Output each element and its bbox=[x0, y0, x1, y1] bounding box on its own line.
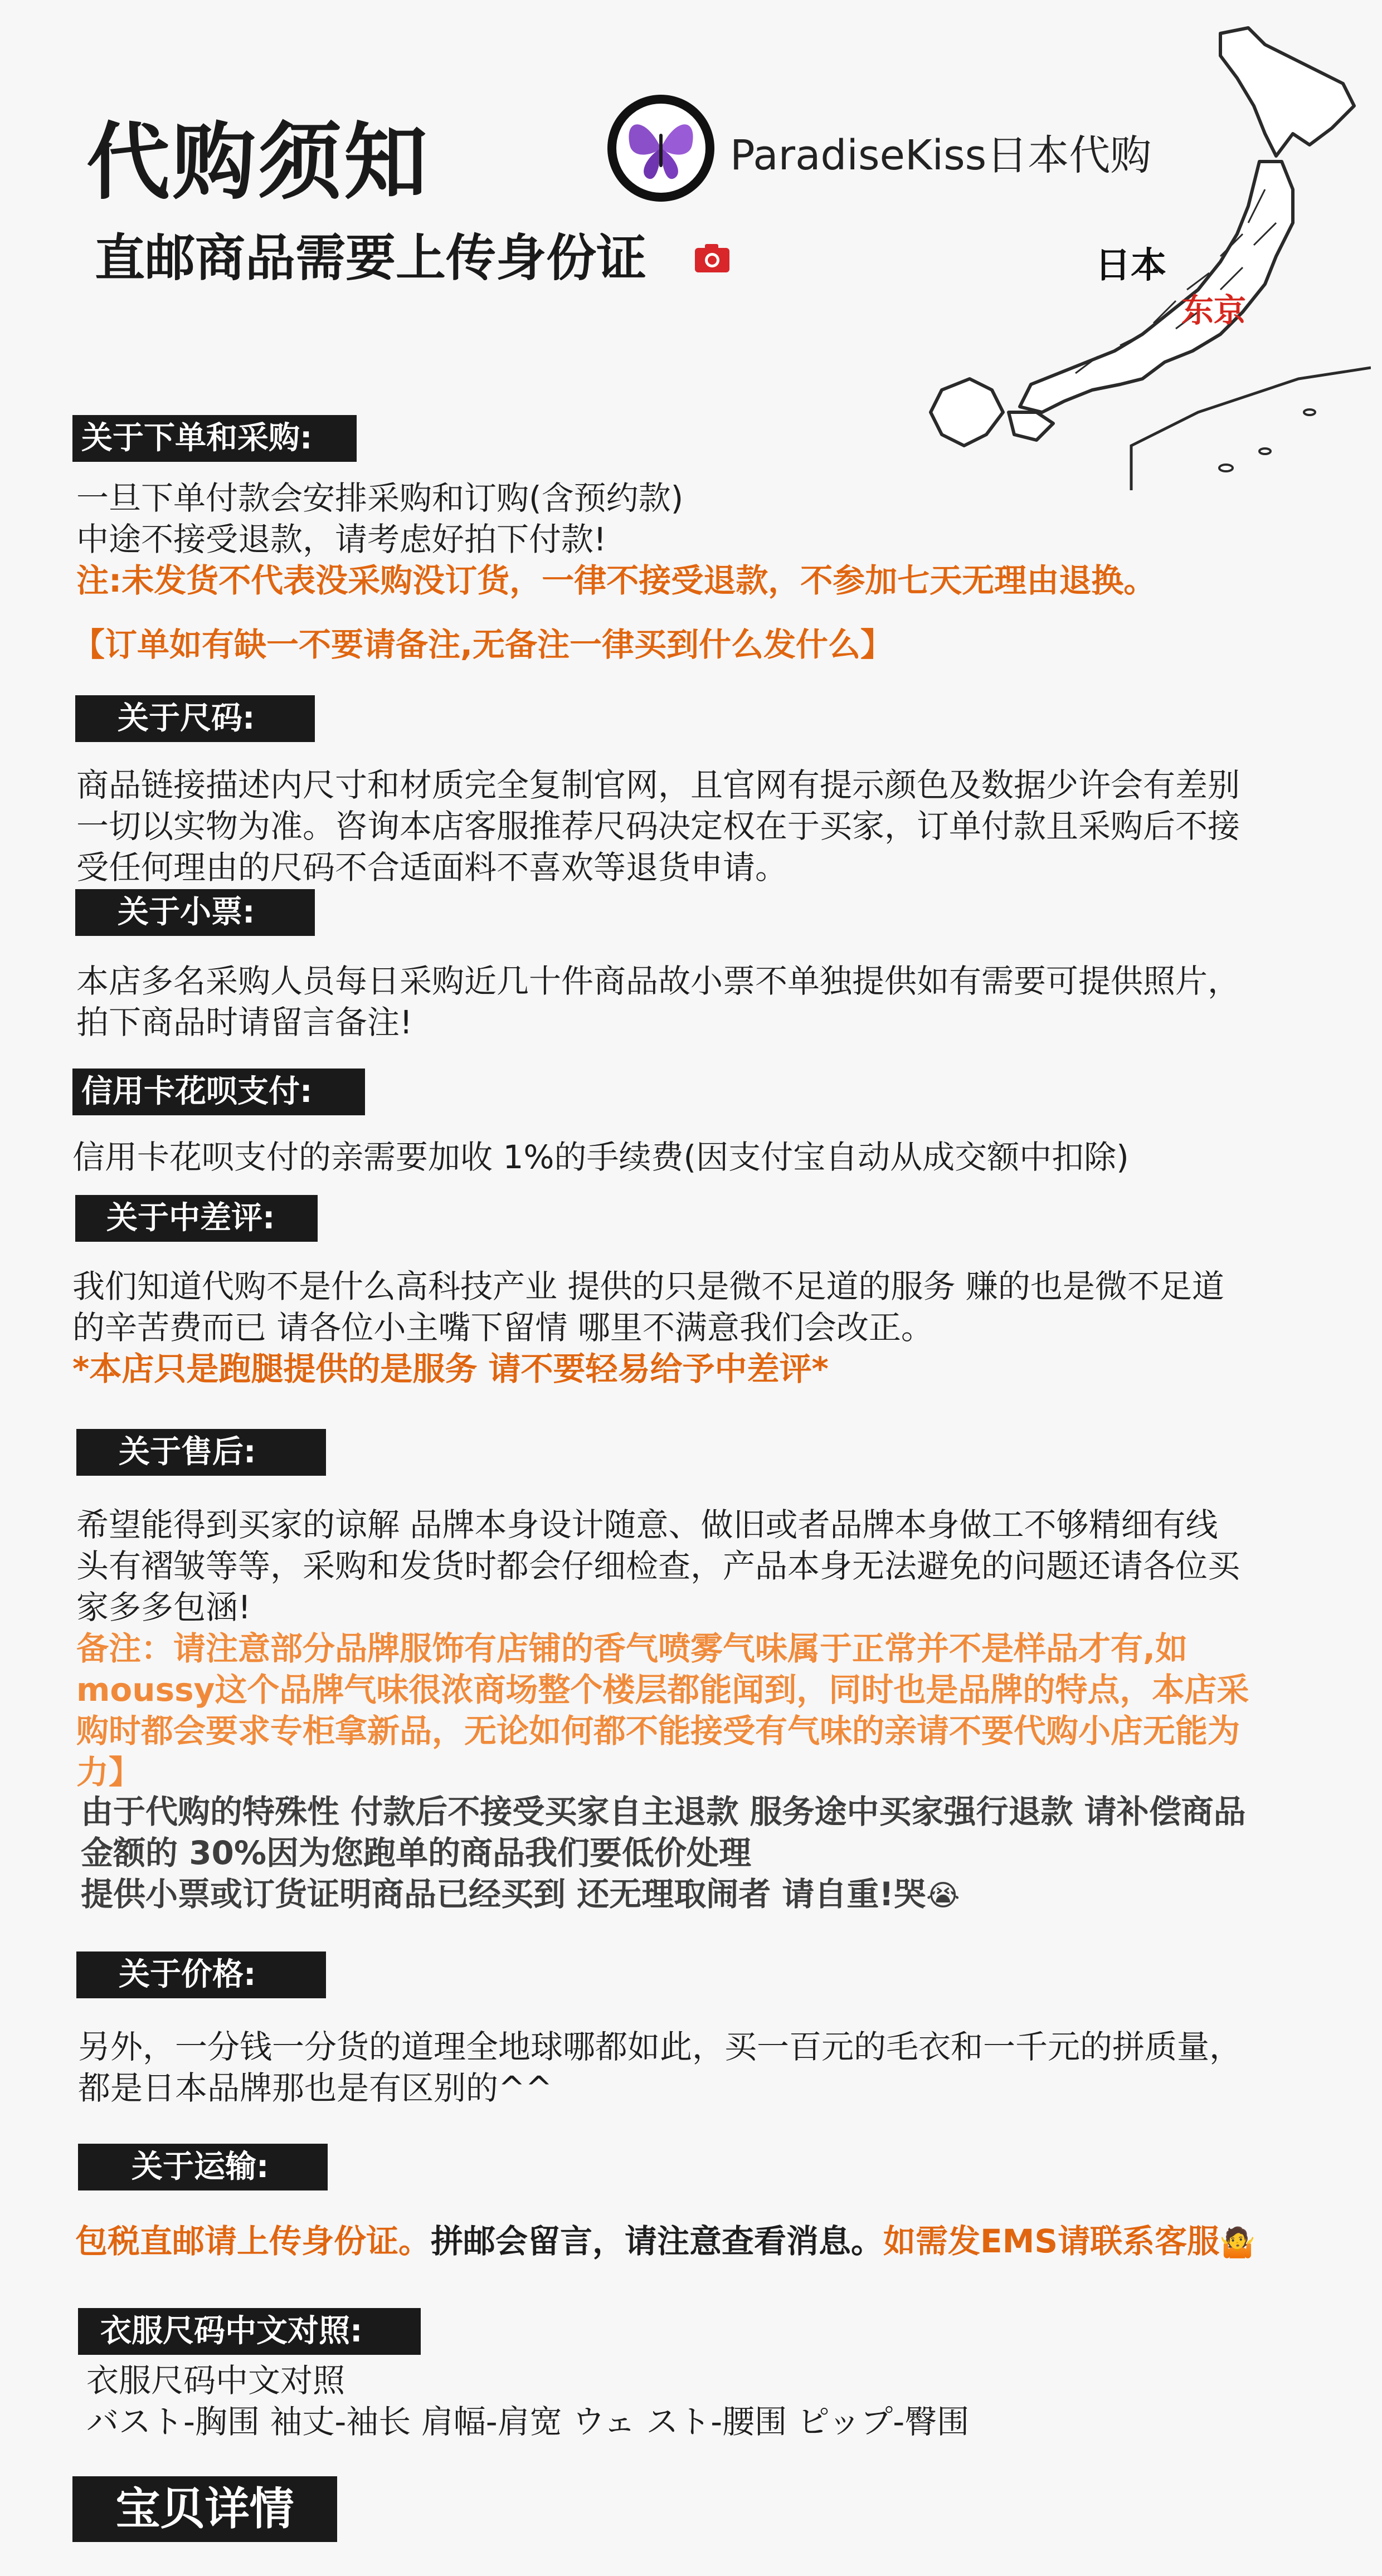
receipt-line-1: 本店多名采购人员每日采购近几十件商品故小票不单独提供如有需要可提供照片， bbox=[76, 962, 1240, 1000]
order-line-2: 中途不接受退款，请考虑好拍下付款! bbox=[76, 520, 607, 558]
review-line-2: 的辛苦费而已 请各位小主嘴下留情 哪里不满意我们会改正。 bbox=[72, 1309, 933, 1346]
product-details-heading: 宝贝详情 bbox=[72, 2476, 337, 2542]
butterfly-logo-icon bbox=[607, 95, 714, 202]
page-subtitle: 直邮商品需要上传身份证 bbox=[95, 229, 646, 287]
aftersale-note-2: moussy这个品牌气味很浓商场整个楼层都能闻到，同时也是品牌的特点，本店采 bbox=[76, 1671, 1249, 1709]
section-heading-aftersale: 关于售后: bbox=[76, 1429, 326, 1476]
order-line-3: 注:未发货不代表没采购没订货，一律不接受退款，不参加七天无理由退换。 bbox=[76, 562, 1156, 599]
section-heading-sizes: 衣服尺码中文对照: bbox=[78, 2308, 421, 2355]
aftersale-note-3: 购时都会要求专柜拿新品，无论如何都不能接受有气味的亲请不要代购小店无能为 bbox=[76, 1712, 1240, 1750]
credit-line-1: 信用卡花呗支付的亲需要加收 1%的手续费(因支付宝自动从成交额中扣除) bbox=[72, 1138, 1129, 1176]
aftersale-extra-2: 金额的 30%因为您跑单的商品我们要低价处理 bbox=[81, 1834, 752, 1872]
aftersale-extra-1: 由于代购的特殊性 付款后不接受买家自主退款 服务途中买家强行退款 请补偿商品 bbox=[81, 1793, 1246, 1831]
aftersale-note-1: 备注：请注意部分品牌服饰有店铺的香气喷雾气味属于正常并不是样品才有,如 bbox=[76, 1629, 1188, 1667]
shrug-emoji: 🤷 bbox=[1219, 2226, 1256, 2260]
map-country-label: 日本 bbox=[1095, 245, 1166, 286]
sizes-line-2: バスト-胸围 袖丈-袖长 肩幅-肩宽 ウェ スト-腰围 ピップ-臀围 bbox=[86, 2403, 970, 2441]
shipping-part-1: 包税直邮请上传身份证。 bbox=[75, 2222, 431, 2260]
shipping-part-2: 拼邮会留言，请注意查看消息。 bbox=[431, 2222, 884, 2260]
aftersale-line-3: 家多多包涵! bbox=[76, 1588, 251, 1626]
section-heading-price: 关于价格: bbox=[76, 1951, 326, 1998]
order-line-1: 一旦下单付款会安排采购和订购(含预约款) bbox=[76, 479, 684, 517]
brand-name: ParadiseKiss日本代购 bbox=[730, 131, 1152, 179]
size-line-3: 受任何理由的尺码不合适面料不喜欢等退货申请。 bbox=[76, 848, 788, 886]
receipt-line-2: 拍下商品时请留言备注! bbox=[76, 1003, 413, 1041]
camera-icon bbox=[694, 242, 731, 274]
order-line-4: 【订单如有缺一不要请备注,无备注一律买到什么发什么】 bbox=[72, 626, 893, 663]
aftersale-line-1: 希望能得到买家的谅解 品牌本身设计随意、做旧或者品牌本身做工不够精细有线 bbox=[76, 1506, 1218, 1544]
size-line-1: 商品链接描述内尺寸和材质完全复制官网，且官网有提示颜色及数据少许会有差别 bbox=[76, 766, 1240, 804]
section-heading-credit: 信用卡花呗支付: bbox=[72, 1069, 365, 1115]
size-line-2: 一切以实物为准。咨询本店客服推荐尺码决定权在于买家，订单付款且采购后不接 bbox=[76, 807, 1240, 845]
page-title: 代购须知 bbox=[86, 114, 430, 211]
section-heading-review: 关于中差评: bbox=[75, 1195, 318, 1242]
section-heading-receipt: 关于小票: bbox=[75, 889, 315, 936]
aftersale-extra-3-text: 提供小票或订货证明商品已经买到 还无理取闹者 请自重!哭 bbox=[81, 1875, 926, 1913]
price-line-2: 都是日本品牌那也是有区别的^^ bbox=[78, 2069, 553, 2107]
sizes-line-1: 衣服尺码中文对照 bbox=[86, 2362, 346, 2399]
aftersale-line-2: 头有褶皱等等，采购和发货时都会仔细检查，产品本身无法避免的问题还请各位买 bbox=[76, 1547, 1240, 1585]
review-line-1: 我们知道代购不是什么高科技产业 提供的只是微不足道的服务 赚的也是微不足道 bbox=[72, 1267, 1224, 1305]
map-city-label: 东京 bbox=[1181, 291, 1247, 329]
aftersale-note-4: 力】 bbox=[76, 1753, 142, 1791]
section-heading-size: 关于尺码: bbox=[75, 695, 315, 742]
aftersale-extra-3 bbox=[81, 1874, 960, 1916]
section-heading-order: 关于下单和采购: bbox=[72, 415, 357, 462]
section-heading-shipping: 关于运输: bbox=[78, 2144, 328, 2190]
price-line-1: 另外，一分钱一分货的道理全地球哪都如此，买一百元的毛衣和一千元的拼质量， bbox=[78, 2028, 1242, 2066]
shipping-line bbox=[75, 2221, 1256, 2263]
shipping-part-3: 如需发EMS请联系客服 bbox=[883, 2222, 1220, 2260]
review-line-3: *本店只是跑腿提供的是服务 请不要轻易给予中差评* bbox=[72, 1350, 829, 1388]
crying-emoji: 😭 bbox=[926, 1879, 960, 1913]
